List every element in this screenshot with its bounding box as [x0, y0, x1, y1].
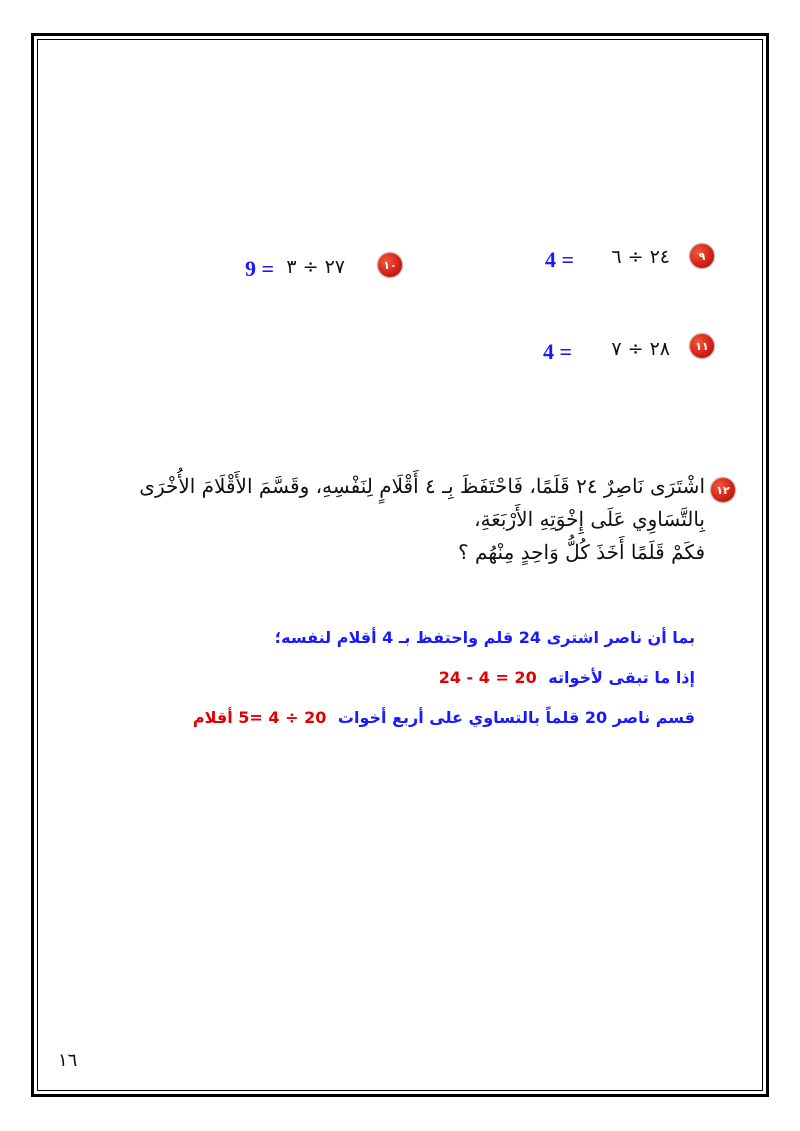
page-number: ١٦: [58, 1050, 78, 1071]
solution-line-2-expression: 24 - 4 = 20: [438, 668, 537, 687]
solution-line-2-text: إذا ما تبقى لأخواته: [548, 668, 695, 687]
problem-10-answer: 9 =: [245, 256, 275, 281]
problem-11-answer: 4 =: [543, 339, 573, 364]
problem-9-answer: 4 =: [545, 247, 575, 272]
problem-12-badge: ١٢: [711, 478, 735, 502]
word-problem-line-1: اشْتَرَى نَاصِرٌ ٢٤ قَلَمًا، فَاحْتَفَظَ بِـ ٤ أَقْلَامٍ لِنَفْسِهِ، وقَسَّمَ الأَقْلَامَ الأُخْرَى بِالتَّسَاوِي عَلَى إِخْوَتِهِ الأَرْبَعَةِ،: [139, 474, 705, 531]
problem-9-badge: ٩: [690, 244, 714, 268]
word-problem-line-2: فكَمْ قَلَمًا أَخَذَ كُلُّ وَاحِدٍ مِنْهُم ؟: [458, 540, 705, 564]
problem-9-expression: ٢٤ ÷ ٦: [611, 246, 670, 268]
solution-line-3-text: قسم ناصر 20 قلماً بالتساوي على أربع أخوات: [337, 708, 695, 727]
solution-line-3: [193, 708, 695, 727]
solution-line-2: [439, 668, 695, 687]
problem-10-badge: ١٠: [378, 253, 402, 277]
problem-11-badge: ١١: [690, 334, 714, 358]
problem-11-expression: ٢٨ ÷ ٧: [611, 338, 670, 360]
word-problem-text: [65, 470, 705, 569]
problem-10-expression: ٢٧ ÷ ٣: [286, 256, 345, 278]
solution-line-1: بما أن ناصر اشترى 24 قلم واحتفظ بـ 4 أقلام لنفسه؛: [274, 628, 695, 647]
solution-line-3-expression: 20 ÷ 4 =5 أقلام: [192, 708, 327, 727]
